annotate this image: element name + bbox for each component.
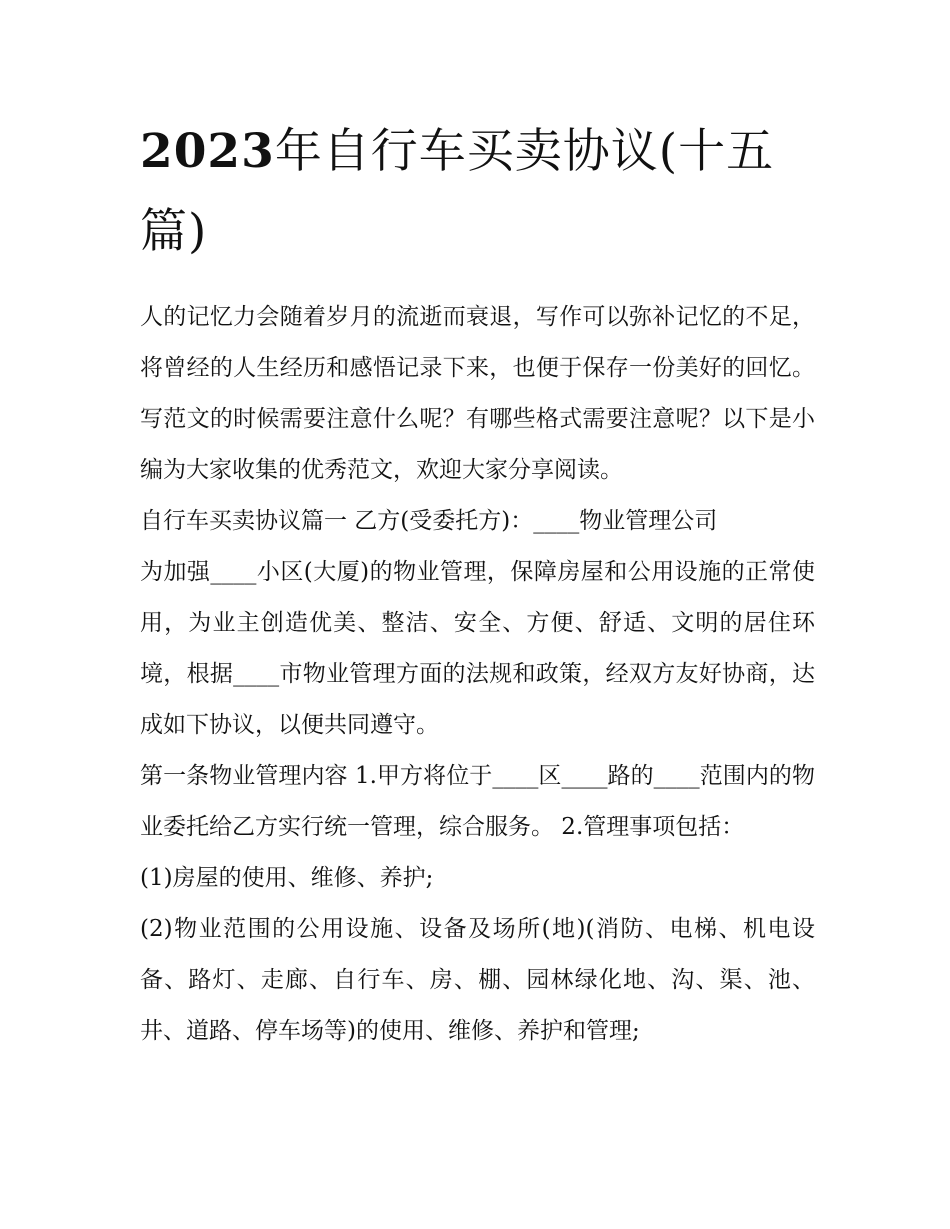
paragraph-article-one: 第一条物业管理内容 1.甲方将位于____区____路的____范围内的物业委托给乙方实行统一管理，综合服务。 2.管理事项包括： (140, 763, 815, 840)
paragraph-item-2: (2)物业范围的公用设施、设备及场所(地)(消防、电梯、机电设备、路灯、走廊、自行车、房、棚、园林绿化地、沟、渠、池、井、道路、停车场等)的使用、维修、养护和管理; (140, 916, 815, 1044)
paragraph-intro: 人的记忆力会随着岁月的流逝而衰退，写作可以弥补记忆的不足，将曾经的人生经历和感悟记录下来，也便于保存一份美好的回忆。写范文的时候需要注意什么呢？有哪些格式需要注意呢？以下是小编为大家收集的优秀范文，欢迎大家分享阅读。 (140, 304, 815, 483)
title-year: 2023 (140, 124, 275, 179)
title-text: 年自行车买卖协议(十五篇) (140, 124, 775, 259)
paragraph-item-1: (1)房屋的使用、维修、养护; (140, 865, 434, 891)
document-body (140, 292, 815, 1057)
document-page (140, 112, 815, 1057)
paragraph-purpose: 为加强____小区(大厦)的物业管理，保障房屋和公用设施的正常使用，为业主创造优美、整洁、安全、方便、舒适、文明的居住环境，根据____市物业管理方面的法规和政策，经双方友好协商，达成如下协议，以便共同遵守。 (140, 559, 815, 738)
paragraph-party-b: 自行车买卖协议篇一 乙方(受委托方)：____物业管理公司 (140, 508, 718, 534)
document-title (140, 112, 815, 272)
